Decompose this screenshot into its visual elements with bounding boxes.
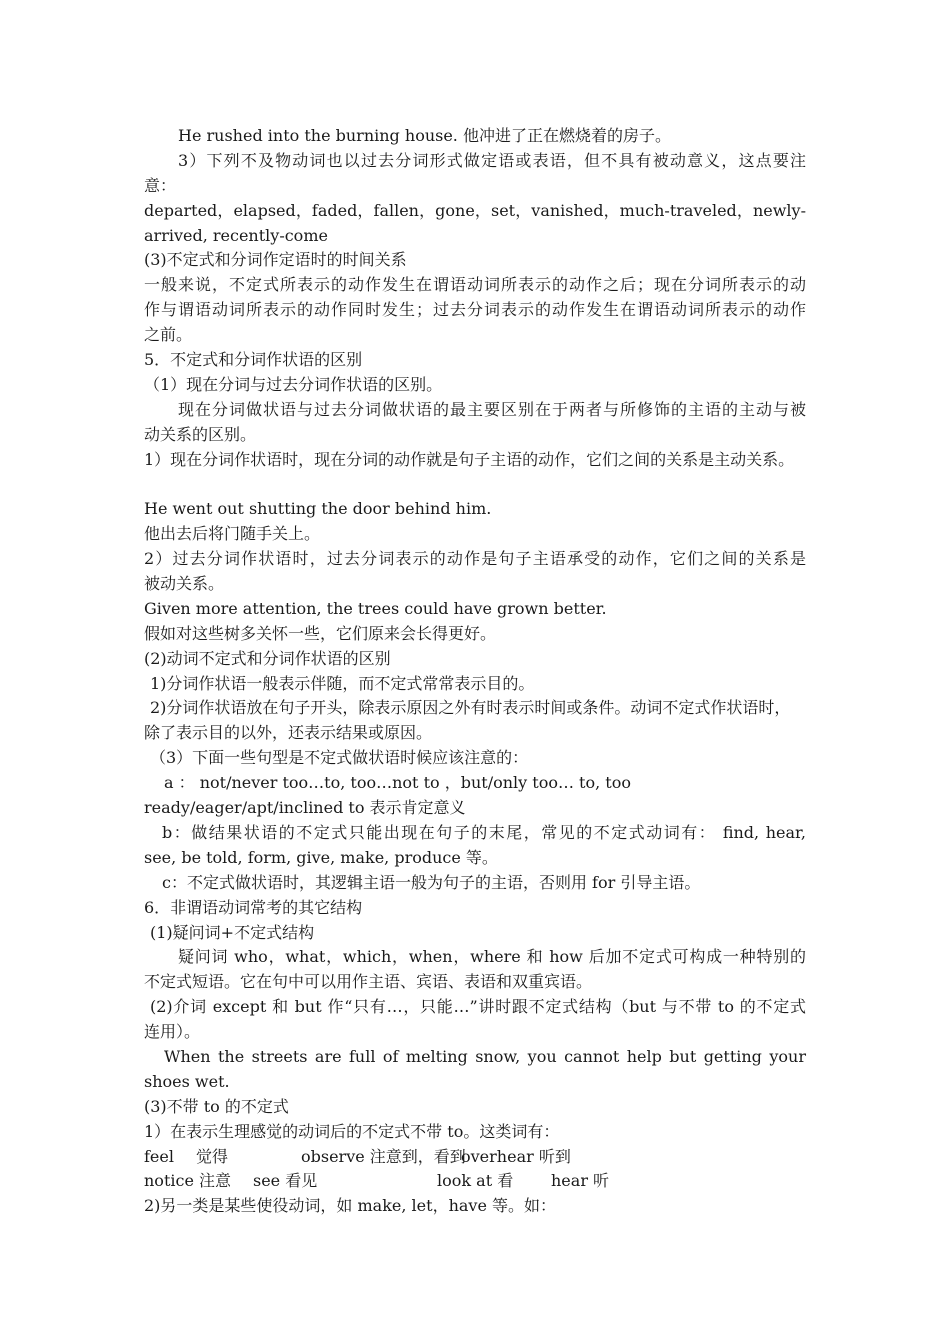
paragraph-line: 连用）。 <box>144 1022 201 1042</box>
paragraph-line: 动关系的区别。 <box>144 424 257 444</box>
example-sentence: When the streets are full of melting snow, you cannot help but getting your <box>164 1046 806 1066</box>
vocab-item: overhear 听到 <box>461 1146 571 1166</box>
subsection-heading: (1)疑问词+不定式结构 <box>150 922 315 942</box>
paragraph-line: 不定式短语。它在句中可以用作主语、宾语、表语和双重宾语。 <box>144 972 593 992</box>
vocab-row <box>144 1145 806 1170</box>
vocab-item: hear 听 <box>551 1171 610 1191</box>
blank-line <box>144 472 806 497</box>
vocab-item: look at 看 <box>437 1171 514 1191</box>
sentence-pattern-line: a ： not/never too…to, too…not to ，but/only too… to, too <box>164 773 631 793</box>
example-sentence: He rushed into the burning house. 他冲进了正在燃烧着的房子。 <box>178 126 671 145</box>
paragraph-line: 2)另一类是某些使役动词，如 make, let，have 等。如： <box>144 1196 557 1216</box>
paragraph-line: b：做结果状语的不定式只能出现在句子的末尾，常见的不定式动词有： find, hear, <box>162 822 806 842</box>
section-heading: 6．非谓语动词常考的其它结构 <box>144 897 363 917</box>
paragraph-line: 2）过去分词作状语时，过去分词表示的动作是句子主语承受的动作，它们之间的关系是 <box>144 549 806 569</box>
paragraph-line: 1）现在分词作状语时，现在分词的动作就是句子主语的动作，它们之间的关系是主动关系。 <box>144 449 795 469</box>
subsection-heading: (3)不带 to 的不定式 <box>144 1096 289 1116</box>
subsection-heading: （3）下面一些句型是不定式做状语时候应该注意的： <box>150 748 529 768</box>
paragraph-line: 除了表示目的以外，还表示结果或原因。 <box>144 723 433 743</box>
vocab-item: notice 注意 <box>144 1171 232 1191</box>
example-translation: 他出去后将门随手关上。 <box>144 524 321 544</box>
paragraph-line: 1)分词作状语一般表示伴随，而不定式常常表示目的。 <box>150 673 535 693</box>
document-page <box>144 124 806 1219</box>
paragraph-line: see, be told, form, give, make, produce 等。 <box>144 847 498 867</box>
paragraph-line: 被动关系。 <box>144 574 225 594</box>
example-sentence: He went out shutting the door behind him. <box>144 499 492 519</box>
example-sentence: Given more attention, the trees could have grown better. <box>144 598 607 618</box>
paragraph-line: 2)分词作状语放在句子开头，除表示原因之外有时表示时间或条件。动词不定式作状语时， <box>150 698 791 718</box>
paragraph-line: 3）下列不及物动词也以过去分词形式做定语或表语，但不具有被动意义，这点要注 <box>178 150 806 170</box>
subsection-heading: (2)介词 except 和 but 作“只有…，只能…”讲时跟不定式结构（but 与不带 to 的不定式 <box>150 997 806 1017</box>
vocab-item: 觉得 <box>196 1146 229 1166</box>
sentence-pattern-line: ready/eager/apt/inclined to 表示肯定意义 <box>144 798 466 818</box>
paragraph-line: 一般来说，不定式所表示的动作发生在谓语动词所表示的动作之后；现在分词所表示的动 <box>144 275 806 295</box>
paragraph-line: 意： <box>144 175 177 195</box>
paragraph-line: c：不定式做状语时，其逻辑主语一般为句子的主语，否则用 for 引导主语。 <box>162 872 701 892</box>
section-heading: (3)不定式和分词作定语时的时间关系 <box>144 250 407 270</box>
example-translation: 假如对这些树多关怀一些，它们原来会长得更好。 <box>144 623 497 643</box>
paragraph-line: 之前。 <box>144 325 193 345</box>
vocab-item: see 看见 <box>253 1171 318 1191</box>
section-heading: (2)动词不定式和分词作状语的区别 <box>144 648 391 668</box>
paragraph-line: 1）在表示生理感觉的动词后的不定式不带 to。这类词有： <box>144 1121 560 1141</box>
paragraph-line: 现在分词做状语与过去分词做状语的最主要区别在于两者与所修饰的主语的主动与被 <box>178 399 806 419</box>
word-list-line: departed，elapsed，faded，fallen，gone，set，vanished，much-traveled，newly- <box>144 200 806 220</box>
paragraph-line: 作与谓语动词所表示的动作同时发生；过去分词表示的动作发生在谓语动词所表示的动作 <box>144 300 806 320</box>
paragraph-line: 疑问词 who，what，which，when，where 和 how 后加不定式可构成一种特别的 <box>178 947 806 967</box>
example-sentence: shoes wet. <box>144 1071 230 1091</box>
vocab-row <box>144 1169 806 1194</box>
section-heading: 5．不定式和分词作状语的区别 <box>144 350 363 370</box>
vocab-item: feel <box>144 1146 174 1166</box>
subsection-heading: （1）现在分词与过去分词作状语的区别。 <box>144 374 443 394</box>
vocab-item: observe 注意到，看到 <box>301 1146 466 1166</box>
word-list-line: arrived, recently-come <box>144 225 328 245</box>
